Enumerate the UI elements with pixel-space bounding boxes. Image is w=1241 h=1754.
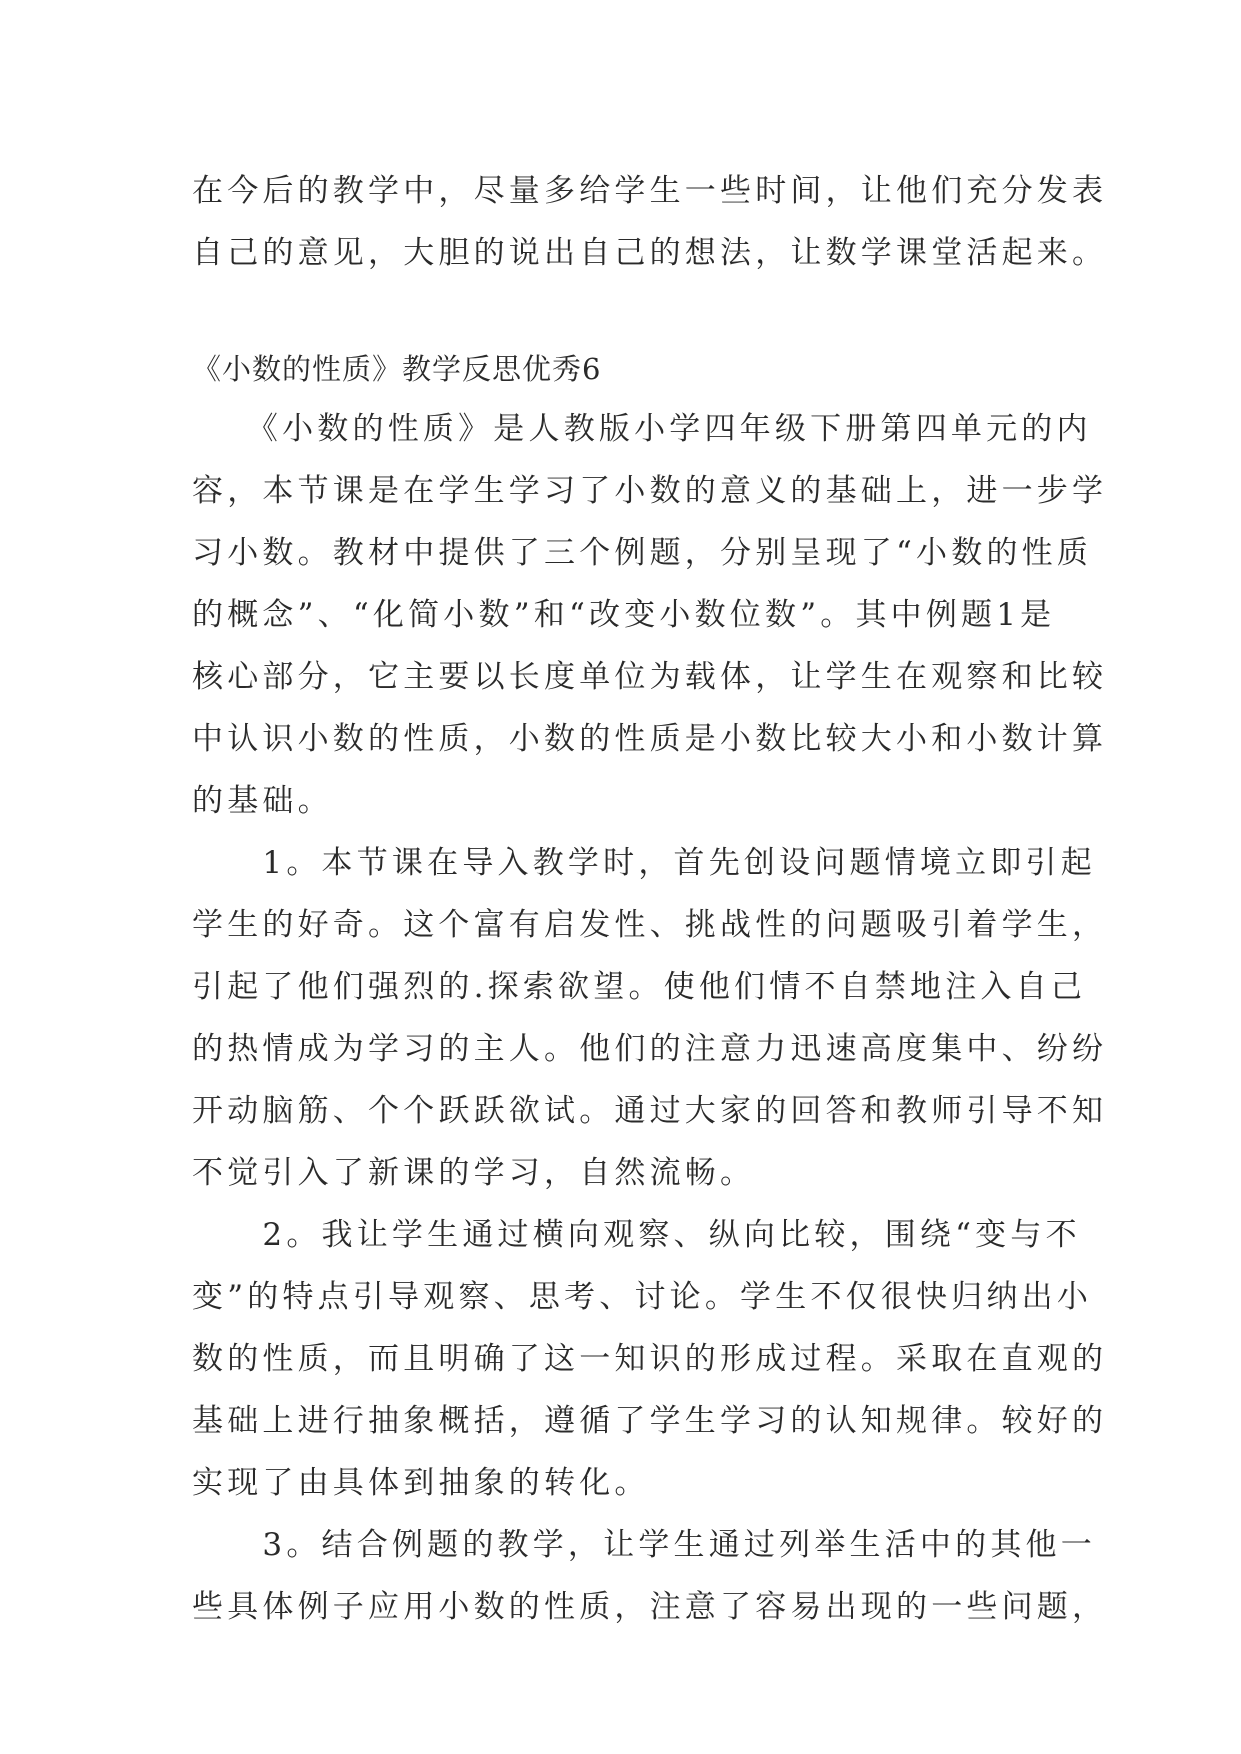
document-body	[192, 160, 1108, 1638]
text-line: 开动脑筋、个个跃跃欲试。通过大家的回答和教师引导不知	[192, 1093, 1108, 1129]
text-line: 3。结合例题的教学，让学生通过列举生活中的其他一	[192, 1527, 1096, 1563]
text-line: 的概念”、“化简小数”和“改变小数位数”。其中例题1是	[192, 597, 1056, 633]
text-line: 引起了他们强烈的.探索欲望。使他们情不自禁地注入自己	[192, 969, 1087, 1005]
paragraph-gap	[192, 284, 1072, 344]
text-line: 的基础。	[192, 783, 333, 819]
text-line: 习小数。教材中提供了三个例题，分别呈现了“小数的性质	[192, 535, 1093, 571]
text-line: 容，本节课是在学生学习了小数的意义的基础上，进一步学	[192, 473, 1108, 509]
text-line: 2。我让学生通过横向观察、纵向比较，围绕“变与不	[192, 1217, 1081, 1253]
section-title: 《小数的性质》教学反思优秀6	[192, 352, 602, 386]
text-line: 自己的意见，大胆的说出自己的想法，让数学课堂活起来。	[192, 235, 1108, 271]
text-line: 些具体例子应用小数的性质，注意了容易出现的一些问题，	[192, 1589, 1108, 1625]
text-line: 实现了由具体到抽象的转化。	[192, 1465, 650, 1501]
text-line: 数的性质，而且明确了这一知识的形成过程。采取在直观的	[192, 1341, 1108, 1377]
text-line: 在今后的教学中，尽量多给学生一些时间，让他们充分发表	[192, 173, 1108, 209]
text-line: 核心部分，它主要以长度单位为载体，让学生在观察和比较	[192, 659, 1108, 695]
text-line: 变”的特点引导观察、思考、讨论。学生不仅很快归纳出小	[192, 1279, 1093, 1315]
text-line: 不觉引入了新课的学习，自然流畅。	[192, 1155, 756, 1191]
text-line: 基础上进行抽象概括，遵循了学生学习的认知规律。较好的	[192, 1403, 1108, 1439]
text-line: 1。本节课在导入教学时，首先创设问题情境立即引起	[192, 845, 1096, 881]
text-line: 中认识小数的性质，小数的性质是小数比较大小和小数计算	[192, 721, 1108, 757]
text-line: 的热情成为学习的主人。他们的注意力迅速高度集中、纷纷	[192, 1031, 1108, 1067]
text-line: 《小数的性质》是人教版小学四年级下册第四单元的内	[192, 411, 1092, 447]
text-line: 学生的好奇。这个富有启发性、挑战性的问题吸引着学生，	[192, 907, 1108, 943]
